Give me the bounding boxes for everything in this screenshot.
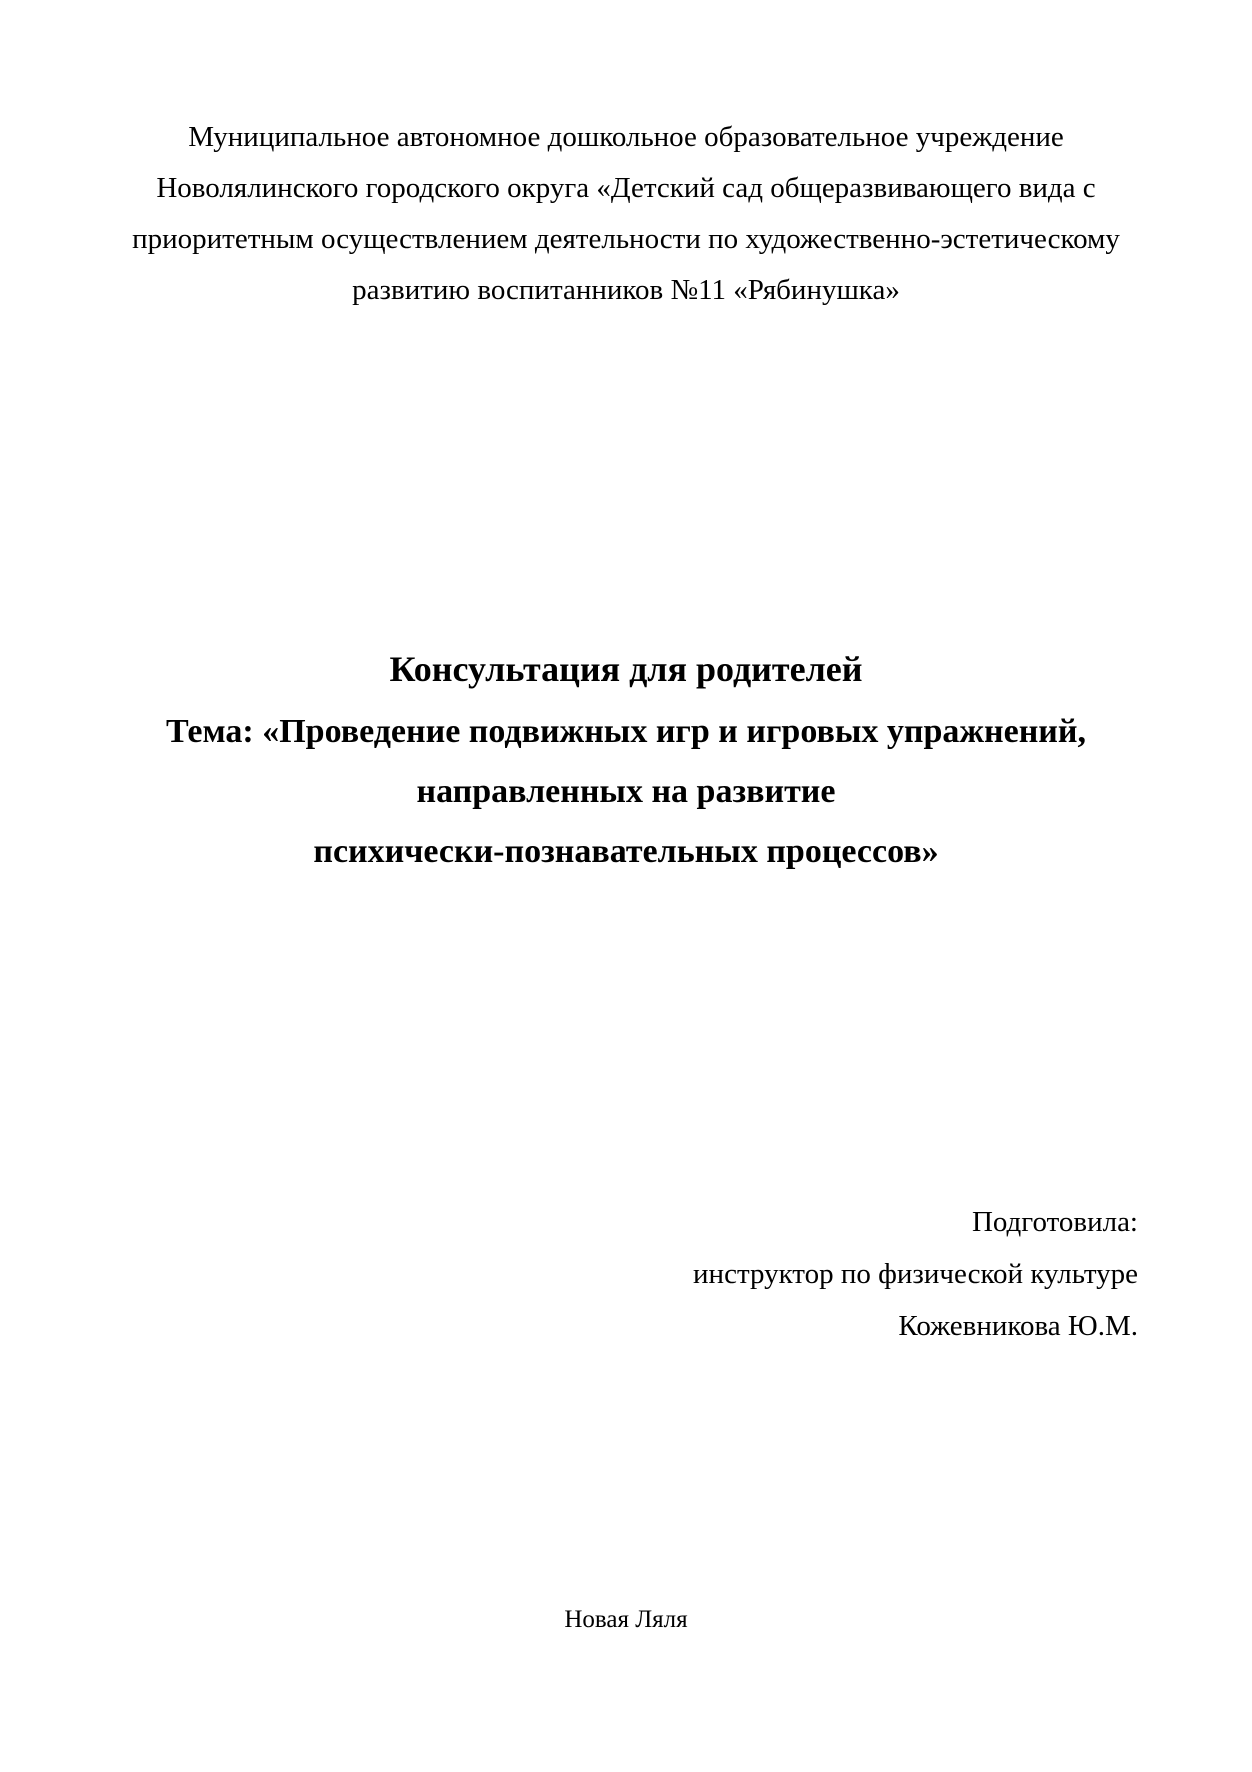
document-title: Консультация для родителей bbox=[389, 649, 863, 689]
city-footer: Новая Ляля bbox=[564, 1606, 688, 1633]
author-position: инструктор по физической культуре bbox=[693, 1258, 1138, 1290]
prepared-by-label: Подготовила: bbox=[971, 1206, 1138, 1238]
title-block bbox=[100, 636, 1152, 882]
institution-header-line-4: развитию воспитанников №11 «Рябинушка» bbox=[352, 274, 900, 306]
institution-header-line-1: Муниципальное автономное дошкольное образовательное учреждение bbox=[188, 121, 1064, 153]
institution-header-line-3: приоритетным осуществлением деятельности по художественно-эстетическому bbox=[132, 223, 1120, 255]
institution-header bbox=[100, 112, 1152, 316]
institution-header-line-2: Новолялинского городского округа «Детский сад общеразвивающего вида с bbox=[156, 172, 1096, 204]
topic-line-1: Тема: «Проведение подвижных игр и игровых упражнений, bbox=[166, 713, 1086, 750]
topic-line-2: направленных на развитие bbox=[416, 773, 836, 810]
author-name: Кожевникова Ю.М. bbox=[898, 1310, 1138, 1342]
author-block bbox=[438, 1196, 1138, 1352]
topic-line-3: психически-познавательных процессов» bbox=[313, 833, 939, 870]
